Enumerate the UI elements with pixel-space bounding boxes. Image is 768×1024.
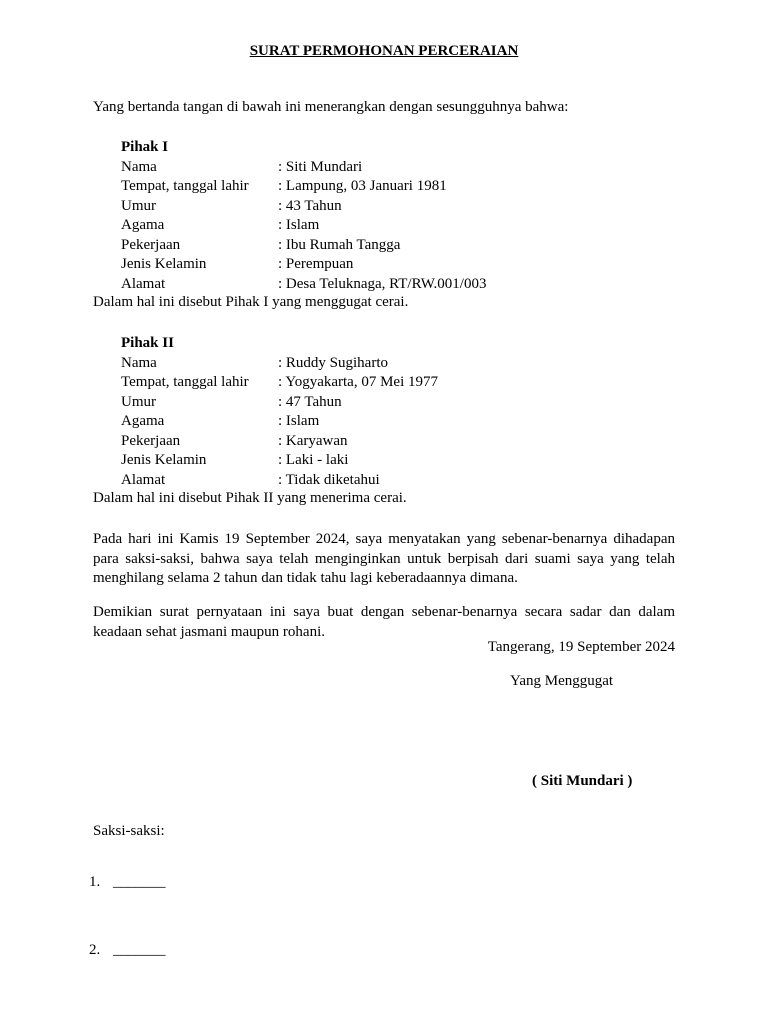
- field-value: : Islam: [278, 217, 320, 233]
- field-label: Umur: [121, 393, 156, 410]
- intro-text: Yang bertanda tangan di bawah ini menerangkan dengan sesungguhnya bahwa:: [93, 99, 569, 115]
- statement-paragraph: Pada hari ini Kamis 19 September 2024, saya menyatakan yang sebenar-benarnya dihadapan para saksi-saksi, bahwa saya telah menginginkan untuk berpisah dari suami saya yang telah menghilang selama 2 tahun dan tidak tahu lagi keberadaannya dimana.: [93, 531, 675, 586]
- field-value: : Siti Mundari: [278, 158, 363, 175]
- party-1-row: [121, 216, 486, 236]
- party-2-row: [121, 471, 438, 491]
- field-label: Alamat: [121, 471, 166, 488]
- party-2-row: [121, 393, 438, 413]
- party-1-heading: Pihak I: [121, 139, 169, 155]
- field-value: : 47 Tahun: [278, 393, 342, 410]
- party-1-row: [121, 236, 486, 256]
- field-label: Pekerjaan: [121, 432, 181, 449]
- field-value: : Yogyakarta, 07 Mei 1977: [278, 374, 438, 390]
- witness-number: 1.: [89, 874, 101, 890]
- party-1-note: Dalam hal ini disebut Pihak I yang menggugat cerai.: [93, 294, 409, 310]
- party-1-row: [121, 255, 486, 275]
- party-2-heading: Pihak II: [121, 335, 174, 351]
- party-2-row: [121, 373, 438, 393]
- witness-heading: Saksi-saksi:: [93, 823, 165, 839]
- closing-paragraph: Demikian surat pernyataan ini saya buat dengan sebenar-benarnya secara sadar dan dalam keadaan sehat jasmani maupun rohani.: [93, 604, 675, 640]
- field-value: : Karyawan: [278, 432, 348, 449]
- field-label: Alamat: [121, 275, 166, 292]
- field-label: Tempat, tanggal lahir: [121, 178, 249, 194]
- witness-signature-line: _______: [113, 874, 166, 890]
- document-title: SURAT PERMOHONAN PERCERAIAN: [249, 43, 519, 59]
- field-label: Jenis Kelamin: [121, 452, 207, 468]
- witness-signature-line: _______: [113, 942, 166, 958]
- field-value: : 43 Tahun: [278, 197, 342, 214]
- signer-name: ( Siti Mundari ): [532, 773, 633, 789]
- party-1-block: [121, 138, 486, 294]
- field-label: Agama: [121, 413, 165, 429]
- party-2-note: Dalam hal ini disebut Pihak II yang menerima cerai.: [93, 490, 407, 506]
- party-1-row: [121, 158, 486, 178]
- witness-item: [89, 873, 166, 893]
- field-label: Tempat, tanggal lahir: [121, 374, 249, 390]
- field-value: : Lampung, 03 Januari 1981: [278, 178, 447, 194]
- party-2-block: [121, 334, 438, 490]
- witness-number: 2.: [89, 942, 101, 958]
- party-2-row: [121, 412, 438, 432]
- party-1-row: [121, 177, 486, 197]
- field-value: : Islam: [278, 413, 320, 429]
- field-value: : Ruddy Sugiharto: [278, 354, 389, 371]
- field-label: Nama: [121, 354, 157, 371]
- party-2-row: [121, 432, 438, 452]
- witness-item: [89, 941, 166, 961]
- field-value: : Perempuan: [278, 256, 354, 272]
- field-label: Umur: [121, 197, 156, 214]
- party-1-row: [121, 197, 486, 217]
- signer-role: Yang Menggugat: [510, 673, 614, 689]
- field-value: : Ibu Rumah Tangga: [278, 236, 401, 253]
- field-value: : Desa Teluknaga, RT/RW.001/003: [278, 275, 487, 292]
- party-1-row: [121, 275, 486, 295]
- field-label: Agama: [121, 217, 165, 233]
- field-label: Pekerjaan: [121, 236, 181, 253]
- field-label: Jenis Kelamin: [121, 256, 207, 272]
- party-2-row: [121, 451, 438, 471]
- field-value: : Tidak diketahui: [278, 471, 380, 488]
- party-2-row: [121, 354, 438, 374]
- field-value: : Laki - laki: [278, 452, 349, 468]
- field-label: Nama: [121, 158, 157, 175]
- place-date: Tangerang, 19 September 2024: [487, 639, 675, 655]
